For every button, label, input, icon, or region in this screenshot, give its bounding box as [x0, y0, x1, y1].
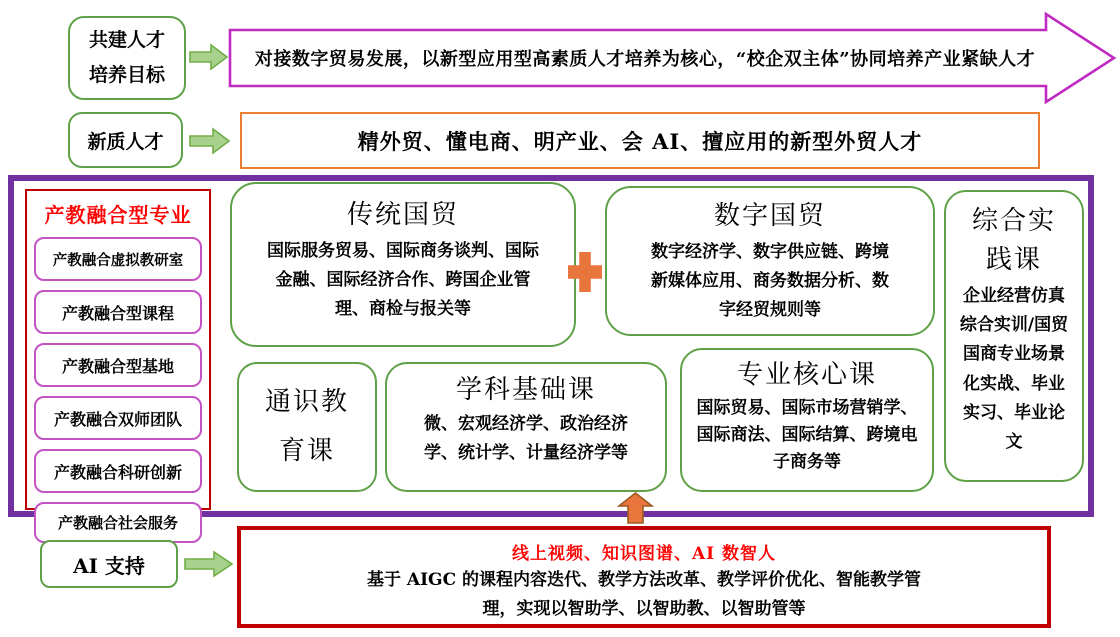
traditional-trade-title: 传统国贸 — [346, 200, 459, 230]
digital-trade-box — [605, 186, 935, 336]
industry-panel-item: 产教融合型课程 — [34, 290, 202, 334]
goal-arrow-text: 对接数字贸易发展，以新型应用型高素质人才培养为核心，“校企双主体”协同培养产业紧缺人才 — [254, 49, 1036, 70]
industry-panel-item: 产教融合双师团队 — [34, 396, 202, 440]
industry-panel-item: 产教融合型基地 — [34, 343, 202, 387]
ai-support-box-title: 线上视频、知识图谱、AI 数智人 — [511, 544, 777, 564]
digital-trade-title: 数字国贸 — [713, 201, 826, 231]
core-course-body: 国际贸易、国际市场营销学、国际商法、国际结算、跨境电子商务等 — [696, 398, 918, 473]
goal-label-line2: 培养目标 — [88, 64, 165, 86]
talent-result-box — [240, 112, 1040, 169]
foundation-course-body: 微、宏观经济学、政治经济学、统计学、计量经济学等 — [424, 414, 628, 464]
practice-course-box — [944, 190, 1084, 482]
general-course-box — [237, 362, 377, 492]
industry-panel-item: 产教融合科研创新 — [34, 449, 202, 493]
practice-course-body: 企业经营仿真综合实训/国贸国商专业场景化实战、毕业实习、毕业论文 — [959, 286, 1069, 453]
ai-support-box-body: 基于 AIGC 的课程内容迭代、教学方法改革、教学评价优化、智能教学管理，实现以智助学、以智助教、以智助管等 — [366, 570, 922, 620]
foundation-course-box — [385, 362, 667, 492]
practice-course-title: 综合实践课 — [971, 206, 1056, 275]
talent-result-text: 精外贸、懂电商、明产业、会 AI、擅应用的新型外贸人才 — [357, 128, 923, 154]
industry-panel-title: 产教融合型专业 — [44, 203, 192, 227]
goal-label-line1: 共建人才 — [88, 28, 165, 51]
talent-label: 新质人才 — [87, 130, 164, 153]
general-course-title: 通识教育课 — [264, 386, 349, 466]
industry-panel-item: 产教融合社会服务 — [34, 502, 202, 543]
arrow-right-icon — [184, 550, 234, 578]
industry-panel-item: 产教融合虚拟教研室 — [34, 237, 202, 281]
core-course-title: 专业核心课 — [736, 360, 877, 390]
core-course-box — [680, 348, 934, 492]
goal-label-box — [68, 16, 186, 100]
industry-panel — [25, 189, 211, 532]
arrow-right-icon — [189, 43, 229, 71]
ai-support-label-box — [40, 540, 178, 588]
digital-trade-body: 数字经济学、数字供应链、跨境新媒体应用、商务数据分析、数字经贸规则等 — [651, 242, 889, 321]
foundation-course-title: 学科基础课 — [455, 375, 596, 405]
traditional-trade-body: 国际服务贸易、国际商务谈判、国际金融、国际经济合作、跨国企业管理、商检与报关等 — [267, 241, 539, 320]
arrow-up-icon — [617, 492, 654, 524]
arrow-right-icon — [189, 127, 231, 155]
talent-label-box — [68, 112, 183, 168]
traditional-trade-box — [230, 182, 576, 347]
ai-support-box — [237, 526, 1051, 628]
ai-support-label: AI 支持 — [73, 553, 145, 578]
